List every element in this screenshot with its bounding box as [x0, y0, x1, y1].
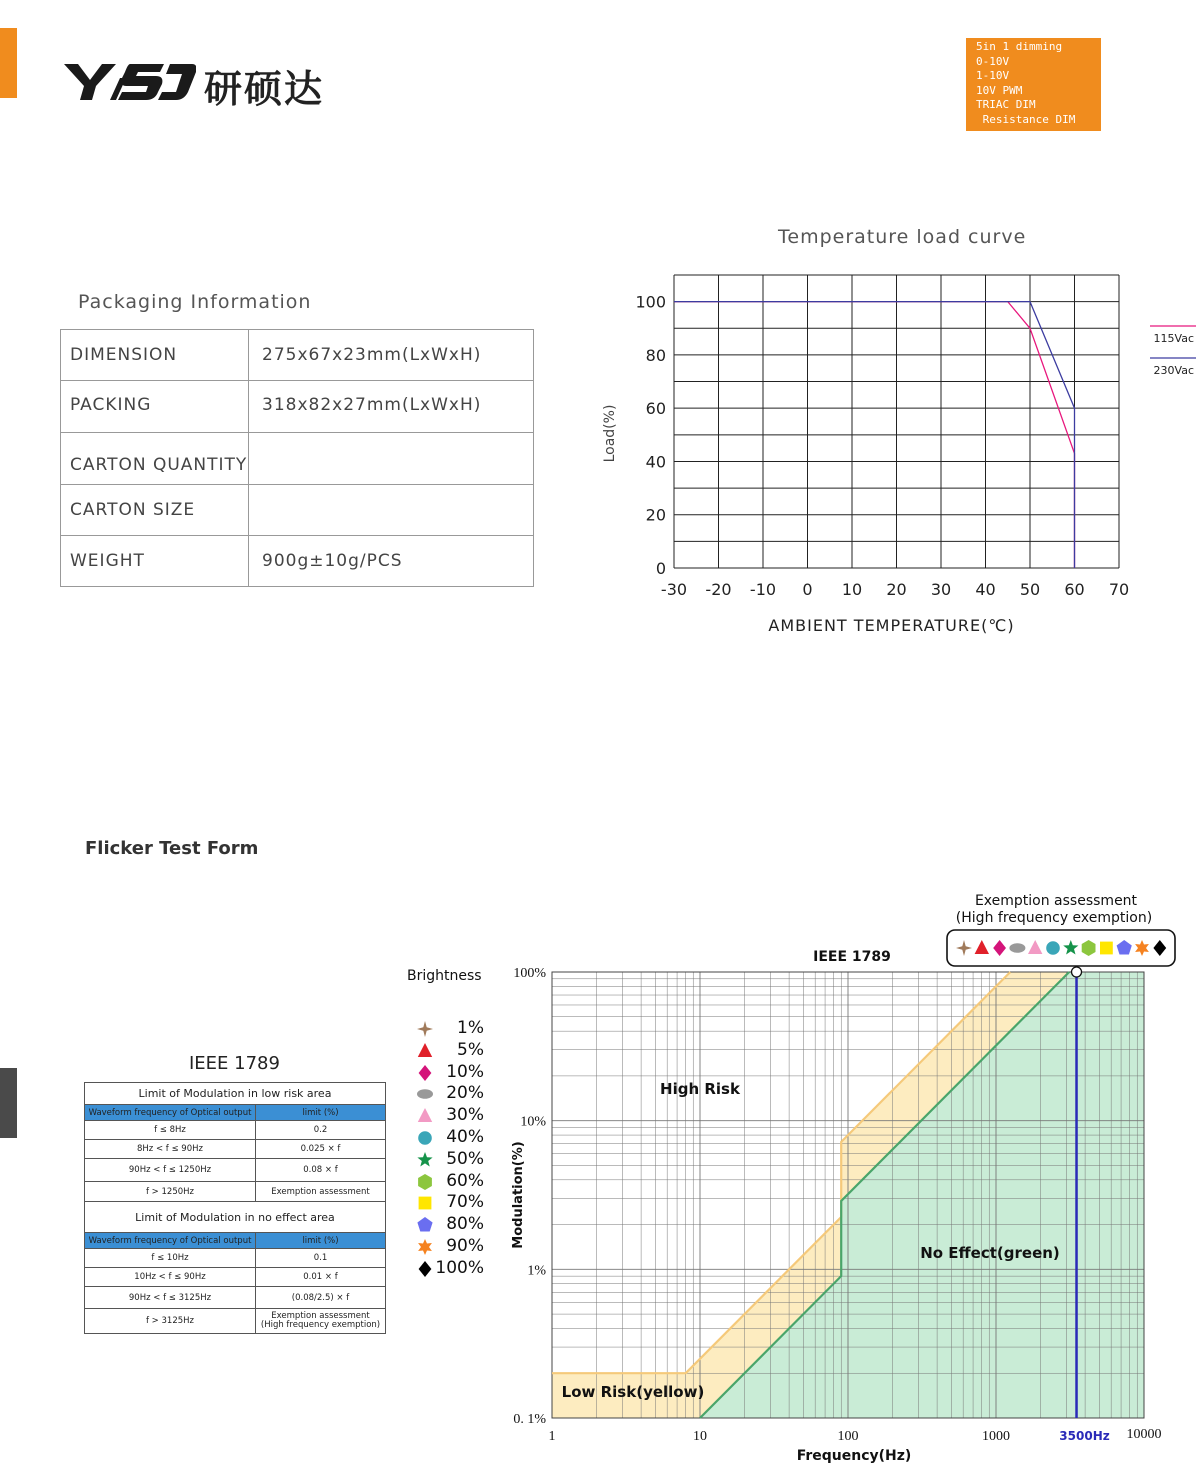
circle-icon — [1046, 941, 1060, 955]
square-icon — [1100, 942, 1113, 955]
y-tick-label: 0. 1% — [513, 1412, 546, 1427]
square-icon — [419, 1197, 432, 1210]
table-row — [61, 485, 534, 536]
brightness-marker — [416, 1194, 434, 1212]
limit-cell: 0.01 × f — [256, 1268, 386, 1287]
dimming-line: 0-10V — [976, 54, 1010, 68]
table-row — [85, 1287, 386, 1309]
x-tick-label: 50 — [1019, 580, 1041, 599]
freq-cell: 8Hz < f ≤ 90Hz — [85, 1140, 256, 1159]
limit-cell: 0.2 — [256, 1121, 386, 1140]
row-value: 900g±10g/PCS — [249, 536, 534, 587]
limit-cell: 0.08 × f — [256, 1159, 386, 1182]
y-tick-label: 60 — [645, 399, 666, 419]
row-value — [249, 433, 534, 485]
logo-chinese-name: 研硕达 — [204, 67, 325, 111]
brightness-item — [412, 1192, 492, 1214]
ieee-table-title: IEEE 1789 — [189, 1053, 280, 1074]
y-tick-label: 1% — [527, 1263, 546, 1279]
brightness-marker — [416, 1151, 434, 1169]
table-row — [85, 1268, 386, 1287]
brightness-label: 70% — [446, 1192, 484, 1213]
exemption-label-line1: Exemption assessment — [974, 893, 1138, 909]
row-label: PACKING — [61, 381, 249, 433]
x-tick-label: 1000 — [982, 1429, 1010, 1444]
diamond-icon — [419, 1065, 432, 1081]
brightness-marker — [416, 1107, 434, 1125]
brightness-marker — [416, 1216, 434, 1234]
table-row — [85, 1202, 386, 1233]
freq-cell: f > 1250Hz — [85, 1182, 256, 1202]
brightness-item — [412, 1040, 492, 1062]
brightness-item — [412, 1214, 492, 1236]
y-axis-label: Load(%) — [602, 404, 618, 463]
y-tick-label: 100 — [635, 292, 666, 312]
y-axis-label: Modulation(%) — [511, 1141, 526, 1249]
packaging-table — [60, 329, 534, 587]
y-tick-label: 40 — [645, 452, 666, 472]
brightness-marker — [416, 1129, 434, 1147]
table-row — [85, 1249, 386, 1268]
col-freq: Waveform frequency of Optical output — [85, 1105, 256, 1121]
row-value: 275x67x23mm(LxWxH) — [249, 330, 534, 381]
brightness-item — [412, 1083, 492, 1105]
limit-cell: Exemption assessment (High frequency exemption) — [256, 1309, 386, 1334]
x-tick-label: 10 — [841, 580, 863, 599]
brightness-marker — [416, 1085, 434, 1103]
exemption-label-line2: (High frequency exemption) — [955, 910, 1153, 926]
freq-cell: f ≤ 10Hz — [85, 1249, 256, 1268]
freq-cell: 90Hz < f ≤ 1250Hz — [85, 1159, 256, 1182]
row-label: DIMENSION — [61, 330, 249, 381]
brightness-item — [412, 1062, 492, 1084]
brightness-label: 60% — [446, 1170, 484, 1191]
brightness-marker — [416, 1020, 434, 1038]
brightness-item — [412, 1018, 492, 1040]
temp-chart-title: Temperature load curve — [778, 226, 1027, 248]
table-row — [85, 1182, 386, 1202]
triangle-icon — [418, 1108, 432, 1122]
brightness-title: Brightness — [407, 968, 482, 984]
table-row — [61, 381, 534, 433]
row-value: 318x82x27mm(LxWxH) — [249, 381, 534, 433]
x-tick-label: 0 — [802, 580, 813, 599]
x-tick-label: -10 — [749, 580, 777, 599]
row-label: CARTON SIZE — [61, 485, 249, 536]
brightness-marker — [416, 1042, 434, 1060]
brightness-label: 90% — [446, 1236, 484, 1256]
x-tick-label: 40 — [975, 580, 996, 599]
x-tick-label: 1 — [548, 1429, 556, 1444]
x-tick-label: 10 — [693, 1429, 707, 1444]
brightness-item — [412, 1171, 492, 1193]
brightness-marker — [416, 1173, 434, 1191]
x-tick-label: 20 — [886, 580, 907, 599]
freq-cell: 90Hz < f ≤ 3125Hz — [85, 1287, 256, 1309]
frequency-marker-point — [1072, 967, 1082, 977]
x-tick-label: 100 — [837, 1429, 859, 1444]
chart-title: IEEE 1789 — [813, 949, 891, 965]
limit-cell: (0.08/2.5) × f — [256, 1287, 386, 1309]
dimming-line: Resistance DIM — [976, 112, 1076, 126]
x-tick-label: 30 — [930, 580, 952, 599]
table-row — [85, 1105, 386, 1121]
brightness-label: 20% — [446, 1083, 484, 1104]
diamond-icon — [419, 1261, 432, 1277]
row-label: CARTON QUANTITY — [61, 433, 249, 485]
legend-label: 230Vac — [1153, 364, 1194, 377]
freq-cell: f > 3125Hz — [85, 1309, 256, 1334]
x-axis-label: Frequency(Hz) — [796, 1448, 912, 1464]
high-risk-label: High Risk — [660, 1080, 740, 1098]
brightness-label: 50% — [446, 1148, 484, 1169]
brightness-label: 10% — [446, 1061, 484, 1082]
row-label: WEIGHT — [61, 536, 249, 587]
limit-cell: 0.1 — [256, 1249, 386, 1268]
ieee-limits-table — [84, 1082, 386, 1334]
no-effect-header: Limit of Modulation in no effect area — [85, 1202, 386, 1233]
low-risk-label: Low Risk(yellow) — [561, 1383, 705, 1401]
x-axis-label: AMBIENT TEMPERATURE(℃) — [768, 616, 1015, 635]
table-row — [85, 1309, 386, 1334]
x-tick-label: -20 — [705, 580, 732, 599]
brightness-item — [412, 1236, 492, 1258]
low-risk-header: Limit of Modulation in low risk area — [85, 1083, 386, 1105]
limit-cell: Exemption assessment — [256, 1182, 386, 1202]
col-limit: limit (%) — [256, 1105, 386, 1121]
freq-cell: 10Hz < f ≤ 90Hz — [85, 1268, 256, 1287]
brightness-label: 40% — [446, 1127, 484, 1147]
star5-icon — [417, 1152, 432, 1167]
col-freq: Waveform frequency of Optical output — [85, 1233, 256, 1249]
brightness-label: 100% — [435, 1257, 484, 1278]
dimming-line: 5in 1 dimming — [976, 40, 1063, 53]
brightness-item — [412, 1127, 492, 1149]
table-row — [85, 1233, 386, 1249]
brightness-item — [412, 1258, 492, 1280]
table-row — [61, 433, 534, 485]
y-tick-label: 10% — [520, 1114, 546, 1130]
x-tick-label: 10000 — [1126, 1427, 1162, 1442]
table-row — [85, 1159, 386, 1182]
row-value — [249, 485, 534, 536]
legend-label: 115Vac — [1153, 332, 1194, 345]
brightness-marker — [416, 1238, 434, 1256]
no-effect-label: No Effect(green) — [920, 1244, 1060, 1262]
col-limit: limit (%) — [256, 1233, 386, 1249]
table-row — [85, 1121, 386, 1140]
ellipse-icon — [417, 1090, 433, 1100]
hexagon-icon — [418, 1174, 432, 1190]
limit-cell: 0.025 × f — [256, 1140, 386, 1159]
brightness-label: 80% — [446, 1214, 484, 1235]
flicker-title: Flicker Test Form — [85, 838, 259, 859]
y-tick-label: 0 — [655, 559, 666, 578]
x-tick-label: -30 — [660, 580, 688, 599]
y-tick-label: 80 — [645, 345, 666, 365]
temperature-load-chart — [590, 260, 1200, 645]
brightness-item — [412, 1105, 492, 1127]
accent-bar — [0, 28, 17, 98]
triangle-icon — [418, 1043, 432, 1057]
pentagon-icon — [417, 1217, 432, 1232]
y-tick-label: 100% — [513, 966, 546, 981]
ellipse-icon — [1009, 943, 1025, 953]
dimming-line: TRIAC DIM — [976, 98, 1036, 112]
circle-icon — [418, 1131, 432, 1145]
side-accent-bar — [0, 1068, 17, 1138]
x-tick-label: 60 — [1064, 580, 1085, 599]
table-row — [61, 536, 534, 587]
packaging-title: Packaging Information — [78, 291, 312, 313]
table-row — [85, 1140, 386, 1159]
dimming-line: 10V PWM — [976, 83, 1023, 97]
y-tick-label: 20 — [645, 505, 666, 525]
brightness-item — [412, 1149, 492, 1171]
brightness-label: 1% — [457, 1018, 484, 1038]
brightness-label: 30% — [446, 1105, 484, 1126]
star4-icon — [417, 1021, 433, 1037]
frequency-marker-label: 3500Hz — [1059, 1429, 1110, 1443]
brightness-marker — [416, 1260, 434, 1278]
brightness-label: 5% — [457, 1039, 484, 1060]
table-row — [85, 1083, 386, 1105]
freq-cell: f ≤ 8Hz — [85, 1121, 256, 1140]
x-tick-label: 70 — [1108, 580, 1130, 599]
ieee1789-flicker-chart — [500, 888, 1200, 1474]
dimming-line: 1-10V — [976, 69, 1010, 83]
table-row — [61, 330, 534, 381]
logo-mark — [64, 64, 196, 100]
star6-icon — [418, 1239, 432, 1255]
brightness-marker — [416, 1064, 434, 1082]
dimming-info-box — [966, 38, 1101, 131]
